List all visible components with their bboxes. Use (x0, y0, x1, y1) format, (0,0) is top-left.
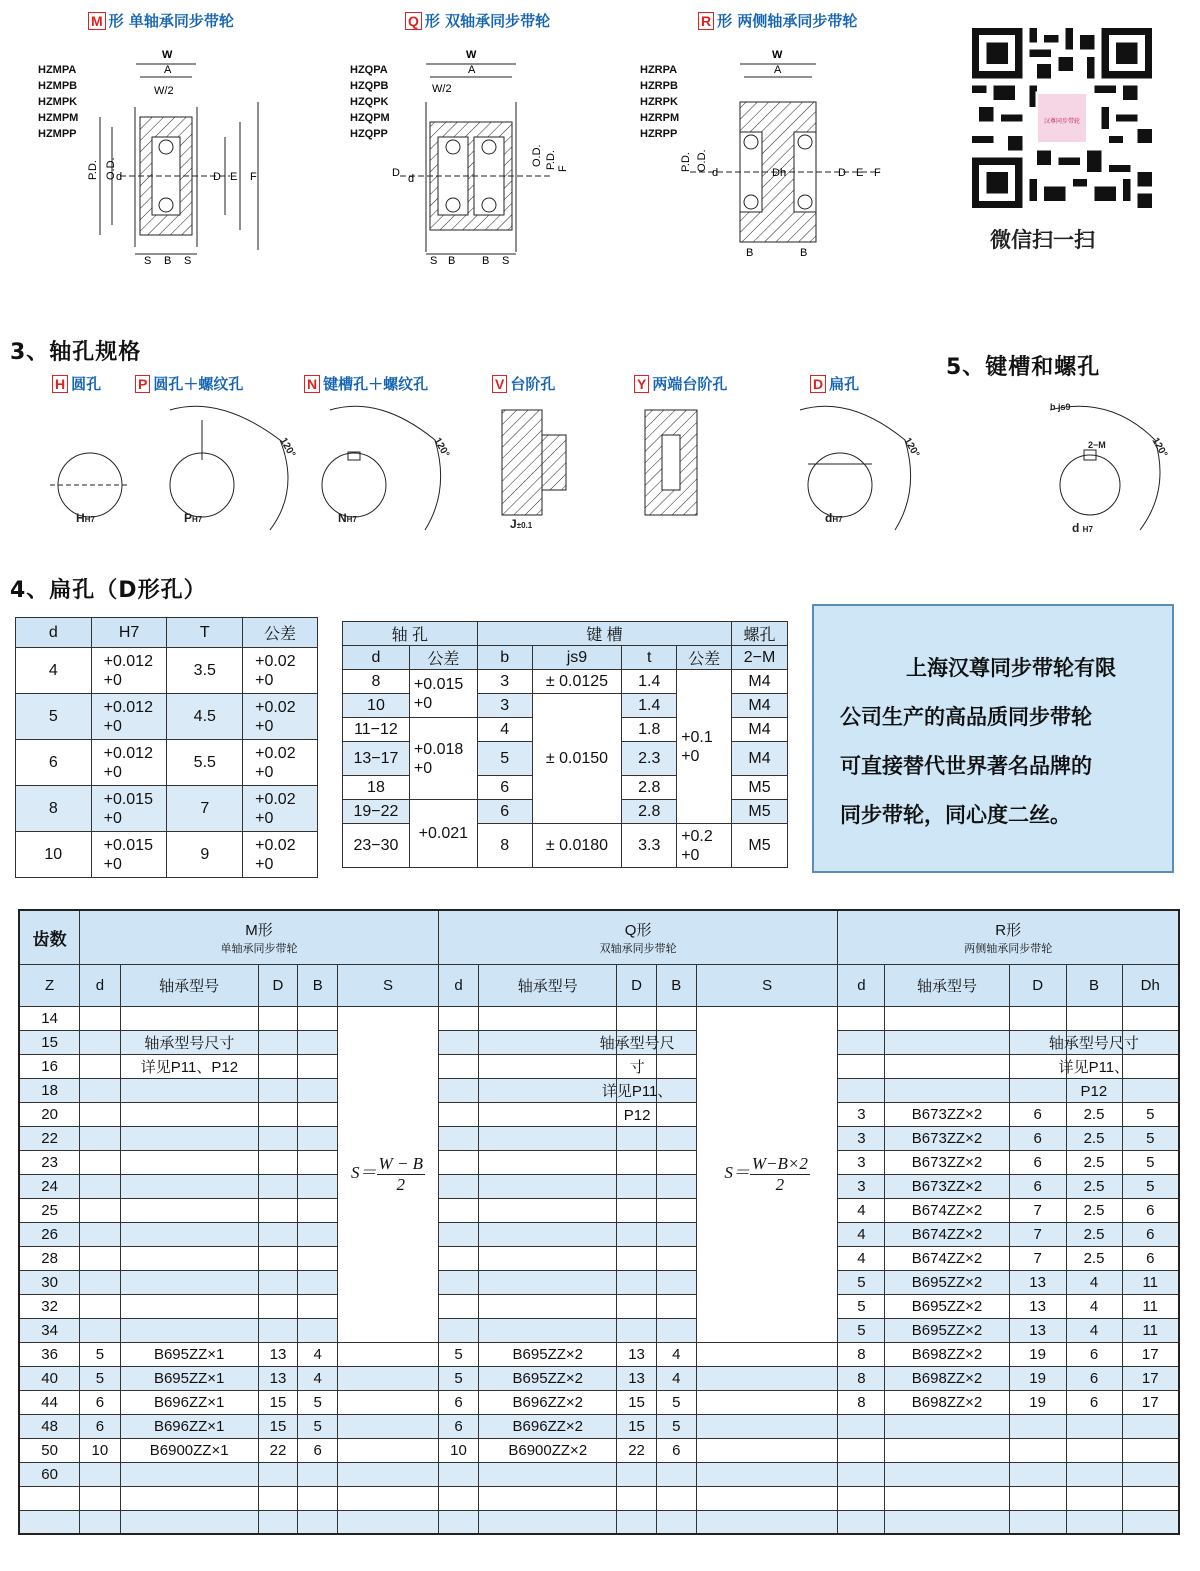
svg-text:E: E (856, 167, 864, 179)
info-line: 公司生产的高品质同步带轮 (840, 705, 1092, 729)
table-row: 22 3 B673ZZ×2 6 2.5 5 (19, 1126, 1179, 1150)
m-pulley-drawing (80, 42, 280, 272)
svg-text:P.D.: P.D. (680, 152, 692, 172)
svg-text:S: S (184, 255, 192, 267)
col-tol: 公差 (243, 618, 318, 648)
svg-text:J±0.1: J±0.1 (510, 517, 533, 531)
table-row: 48 6 B696ZZ×1 15 5 6 B696ZZ×2 15 5 (19, 1414, 1179, 1438)
svg-text:B: B (800, 247, 808, 259)
svg-text:O.D.: O.D. (105, 157, 117, 180)
bearing-note-m: 轴承型号尺寸 详见P11、P12 (140, 1035, 239, 1076)
svg-text:2−M: 2−M (1088, 440, 1106, 450)
svg-text:d: d (408, 173, 415, 185)
svg-text:HH7: HH7 (76, 511, 95, 525)
table-row: 44 6 B696ZZ×1 15 5 6 B696ZZ×2 15 5 8 B698ZZ×2 19 6 17 (19, 1390, 1179, 1414)
table-row: 8 +0.015 +0 7 +0.02 +0 (16, 786, 318, 832)
hole-type-d: D 扁孔 (810, 373, 859, 394)
table-row: 14 S＝ $\frac{W - B}{2}$ S＝ $\frac{W-B\times 2}{2}$ (19, 1006, 1179, 1030)
table-row: 40 5 B695ZZ×1 13 4 5 B695ZZ×2 13 4 8 B698ZZ×2 19 6 17 (19, 1366, 1179, 1390)
table-row: 24 3 B673ZZ×2 6 2.5 5 (19, 1174, 1179, 1198)
svg-text:A: A (774, 64, 782, 76)
table-row: 18 6 2.8 M5 (343, 776, 788, 800)
bearing-note-r: 轴承型号尺寸 详见P11、P12 (1048, 1035, 1139, 1100)
bearing-spec-table: 齿数 M形 单轴承同步带轮 Q形 双轴承同步带轮 R形 两侧轴承同步带轮 Z d 轴承型号 D B S d 轴承型号 D B S d 轴承型号 D B Dh 14 S＝ $\frac{W - B}{2}$ S＝ $\frac{W-B\times 2}{2}$ 15 16 18 20 3 B673ZZ×2 6 2.5 5 22 3 B673ZZ×2 6 2.5 5 23 3 B673ZZ×2 6 2.5 5 24 3 B673ZZ×2 6 2.5 5 25 4 B674ZZ×2 7 2.5 6 26 4 B674ZZ×2 7 2.5 6 28 4 B674ZZ×2 7 2.5 6 30 5 B695ZZ×2 13 4 11 32 5 B695ZZ×2 13 4 11 34 5 B695ZZ×2 13 4 11 36 5 B695ZZ×1 13 4 5 B695ZZ×2 13 4 8 B698ZZ×2 19 6 17 40 5 B695ZZ×1 13 4 5 B695ZZ×2 13 4 8 B698ZZ×2 19 6 17 44 6 B696ZZ×1 15 5 6 B696ZZ×2 15 5 8 B698ZZ×2 19 6 17 48 6 B696ZZ×1 15 5 6 B696ZZ×2 15 5 50 10 B6900ZZ×1 22 6 10 B6900ZZ×2 22 6 60 (18, 909, 1180, 1535)
d-hole-table (15, 617, 318, 878)
table-row: 6 +0.012 +0 5.5 +0.02 +0 (16, 740, 318, 786)
q-group-header: Q形 双轴承同步带轮 (438, 910, 838, 964)
table-row (19, 1510, 1179, 1534)
r-pulley-drawing (670, 42, 900, 272)
type-q-title: Q 形 双轴承同步带轮 (405, 10, 550, 31)
r-codes: HZRPA HZRPB HZRPK HZRPM HZRPP (640, 64, 680, 140)
svg-text:120°: 120° (901, 436, 922, 460)
svg-text:dH7: dH7 (825, 511, 843, 525)
m-codes: HZMPA HZMPB HZMPK HZMPM HZMPP (38, 64, 79, 140)
svg-text:Dh: Dh (772, 167, 787, 179)
hole-drawings (40, 400, 1190, 550)
hole-type-p: P 圆孔＋螺纹孔 (135, 373, 243, 394)
hole-type-n: N 键槽孔＋螺纹孔 (304, 373, 428, 394)
hole-type-h: H 圆孔 (52, 373, 101, 394)
section3-title: 3、轴孔规格 (10, 340, 142, 365)
col-h7: H7 (91, 618, 167, 648)
svg-text:S: S (430, 255, 438, 267)
table-row: 26 4 B674ZZ×2 7 2.5 6 (19, 1222, 1179, 1246)
svg-text:b js9: b js9 (1050, 402, 1071, 412)
info-line: 上海汉尊同步带轮有限 (906, 656, 1116, 680)
svg-text:E: E (230, 171, 238, 183)
qr-code[interactable] (972, 28, 1152, 208)
svg-text:B: B (746, 247, 754, 259)
r-group-header: R形 两侧轴承同步带轮 (838, 910, 1179, 964)
svg-text:W: W (162, 49, 173, 61)
table-row: 10 3 ± 0.0150 1.4 M4 (343, 694, 788, 718)
table-row: 15 (19, 1030, 1179, 1054)
table-row: 19−22 +0.021 6 2.8 M5 (343, 800, 788, 824)
col-t: T (167, 618, 243, 648)
svg-text:O.D.: O.D. (531, 144, 543, 167)
svg-text:D: D (213, 171, 221, 183)
svg-text:120°: 120° (277, 436, 298, 460)
table-row: 4 +0.012 +0 3.5 +0.02 +0 (16, 648, 318, 694)
hole-type-y: Y 两端台阶孔 (634, 373, 727, 394)
svg-text:120°: 120° (1149, 436, 1170, 460)
table-row: 11−12 +0.018 +0 4 1.8 M4 (343, 718, 788, 742)
svg-text:PH7: PH7 (184, 511, 203, 525)
svg-text:B: B (482, 255, 490, 267)
table-row: 23−30 8 ± 0.0180 3.3 +0.2 +0 M5 (343, 824, 788, 868)
svg-text:D: D (392, 167, 400, 179)
m-s-formula: S＝ $\frac{W - B}{2}$ (338, 1006, 439, 1342)
table-row: 18 (19, 1078, 1179, 1102)
q-pulley-drawing (390, 42, 580, 272)
table-row: 5 +0.012 +0 4.5 +0.02 +0 (16, 694, 318, 740)
svg-text:120°: 120° (431, 436, 452, 460)
svg-text:A: A (468, 64, 476, 76)
table-row: 10 +0.015 +0 9 +0.02 +0 (16, 832, 318, 878)
table-row: 13−17 5 2.3 M4 (343, 742, 788, 776)
teeth-header: 齿数 (19, 910, 80, 964)
q-s-formula: S＝ $\frac{W-B\times 2}{2}$ (696, 1006, 838, 1342)
info-line: 同步带轮，同心度二丝。 (840, 803, 1071, 827)
section4-title: 4、扁孔（D形孔） (10, 578, 207, 603)
table-row: 23 3 B673ZZ×2 6 2.5 5 (19, 1150, 1179, 1174)
table-row: 50 10 B6900ZZ×1 22 6 10 B6900ZZ×2 22 6 (19, 1438, 1179, 1462)
svg-text:W: W (466, 49, 477, 61)
svg-text:W: W (772, 49, 783, 61)
m-group-header: M形 单轴承同步带轮 (80, 910, 439, 964)
svg-text:B: B (164, 255, 172, 267)
svg-text:P.D.: P.D. (87, 160, 99, 180)
table-row: 34 5 B695ZZ×2 13 4 11 (19, 1318, 1179, 1342)
table-row: 16 (19, 1054, 1179, 1078)
svg-text:d: d (712, 167, 719, 179)
svg-text:W/2: W/2 (154, 85, 174, 97)
table-row: 60 (19, 1462, 1179, 1486)
svg-text:F: F (874, 167, 881, 179)
table-row: 30 5 B695ZZ×2 13 4 11 (19, 1270, 1179, 1294)
section5-title: 5、键槽和螺孔 (946, 355, 1101, 380)
svg-text:F: F (557, 165, 569, 172)
svg-text:S: S (502, 255, 510, 267)
svg-text:O.D.: O.D. (696, 149, 708, 172)
table-row: 32 5 B695ZZ×2 13 4 11 (19, 1294, 1179, 1318)
svg-text:F: F (250, 171, 257, 183)
type-r-title: R 形 两侧轴承同步带轮 (698, 10, 857, 31)
table-row: 36 5 B695ZZ×1 13 4 5 B695ZZ×2 13 4 8 B698ZZ×2 19 6 17 (19, 1342, 1179, 1366)
qr-logo-text: 汉尊同步带轮 (1043, 118, 1080, 125)
svg-text:d: d (116, 171, 123, 183)
col-d: d (16, 618, 92, 648)
svg-text:S: S (144, 255, 152, 267)
table-row (19, 1486, 1179, 1510)
company-info-box (812, 604, 1174, 873)
svg-text:NH7: NH7 (338, 511, 357, 525)
svg-text:B: B (448, 255, 456, 267)
bearing-note-q: 轴承型号尺寸 详见P11、P12 (599, 1035, 675, 1124)
svg-text:A: A (164, 64, 172, 76)
table-row: 28 4 B674ZZ×2 7 2.5 6 (19, 1246, 1179, 1270)
svg-text:d H7: d H7 (1072, 521, 1093, 535)
table-row: 25 4 B674ZZ×2 7 2.5 6 (19, 1198, 1179, 1222)
info-line: 可直接替代世界著名品牌的 (840, 754, 1092, 778)
svg-text:P.D.: P.D. (545, 150, 557, 170)
svg-text:D: D (838, 167, 846, 179)
type-m-title: M 形 单轴承同步带轮 (88, 10, 234, 31)
keyway-table: 轴 孔 键 槽 螺孔 d 公差 b js9 t 公差 2−M 8 +0.015 +0 3 ± 0.0125 1.4 +0.1 +0 M4 10 3 ± 0.0150 1.4 M4 11−12 +0.018 +0 4 1.8 M4 13−17 5 2.3 M4 18 6 2.8 M5 19−22 +0.021 6 2.8 M5 23−30 8 ± 0.0180 3.3 +0.2 +0 M5 (342, 621, 788, 868)
hole-type-v: V 台阶孔 (492, 373, 555, 394)
qr-caption: 微信扫一扫 (990, 228, 1095, 252)
q-codes: HZQPA HZQPB HZQPK HZQPM HZQPP (350, 64, 390, 140)
table-row: 20 3 B673ZZ×2 6 2.5 5 (19, 1102, 1179, 1126)
table-row: 8 +0.015 +0 3 ± 0.0125 1.4 +0.1 +0 M4 (343, 670, 788, 694)
svg-text:W/2: W/2 (432, 83, 452, 95)
